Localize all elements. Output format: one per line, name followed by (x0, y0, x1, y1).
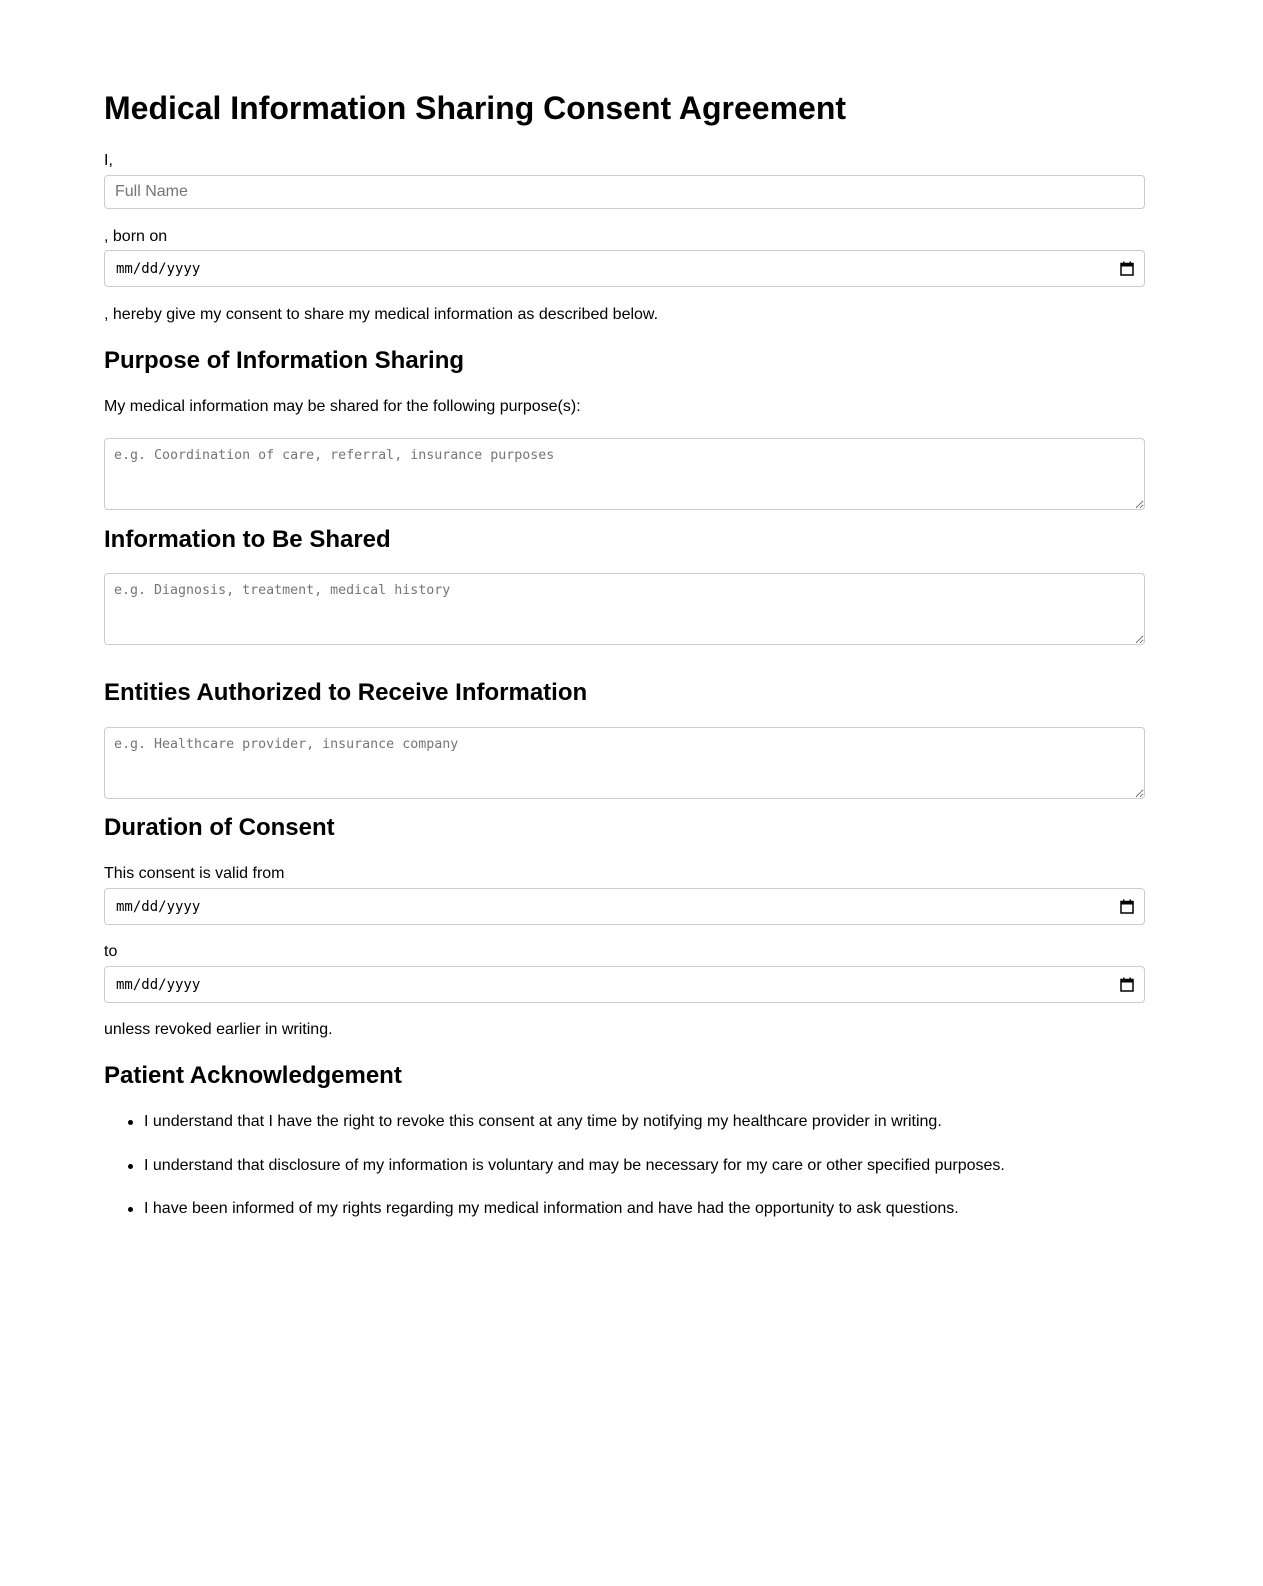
acknowledgement-item (144, 1112, 942, 1132)
purpose-description: My medical information may be shared for the following purpose(s): (104, 398, 581, 415)
intro-prefix-label: I, (104, 152, 113, 169)
acknowledgement-item (144, 1156, 1005, 1176)
full-name-input[interactable] (104, 175, 1145, 209)
consent-statement: , hereby give my consent to share my medical information as described below. (104, 306, 659, 323)
acknowledgement-text: I understand that I have the right to revoke this consent at any time by notifying my healthcare provider in writing. (144, 1113, 942, 1130)
date-of-birth-input[interactable] (104, 250, 1145, 287)
date-of-birth-value: mm/dd/yyyy (116, 260, 201, 277)
acknowledgement-text: I understand that disclosure of my information is voluntary and may be necessary for my care or other specified purposes. (144, 1157, 1005, 1174)
duration-heading: Duration of Consent (104, 814, 335, 841)
entities-textarea[interactable] (104, 727, 1145, 799)
information-heading: Information to Be Shared (104, 526, 391, 553)
acknowledgement-heading: Patient Acknowledgement (104, 1062, 402, 1089)
purpose-heading: Purpose of Information Sharing (104, 347, 465, 374)
end-date-input[interactable] (104, 966, 1145, 1003)
end-date-value: mm/dd/yyyy (116, 976, 201, 993)
valid-from-label: This consent is valid from (104, 865, 285, 882)
born-on-label: , born on (104, 228, 168, 245)
revocation-note: unless revoked earlier in writing. (104, 1021, 333, 1038)
entities-heading: Entities Authorized to Receive Information (104, 679, 588, 706)
to-label: to (104, 943, 118, 960)
bullet-icon (128, 1207, 133, 1212)
page-title: Medical Information Sharing Consent Agreement (104, 90, 847, 126)
acknowledgement-item (144, 1199, 959, 1219)
acknowledgement-text: I have been informed of my rights regarding my medical information and have had the opportunity to ask questions. (144, 1200, 959, 1217)
start-date-value: mm/dd/yyyy (116, 898, 201, 915)
start-date-input[interactable] (104, 888, 1145, 925)
bullet-icon (128, 1120, 133, 1125)
bullet-icon (128, 1164, 133, 1169)
calendar-icon[interactable] (1120, 899, 1134, 914)
information-textarea[interactable] (104, 573, 1145, 645)
purpose-textarea[interactable] (104, 438, 1145, 510)
calendar-icon[interactable] (1120, 261, 1134, 276)
calendar-icon[interactable] (1120, 977, 1134, 992)
